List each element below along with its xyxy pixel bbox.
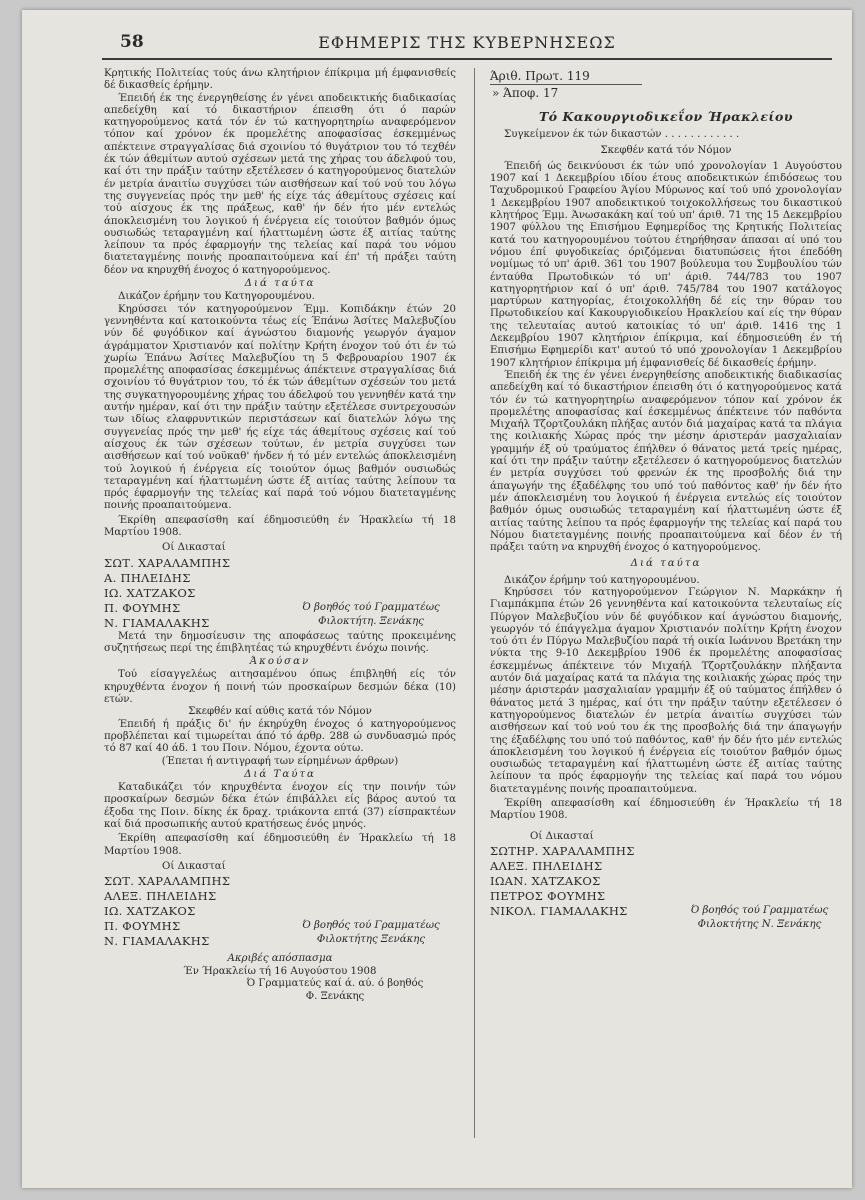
right-secretary xyxy=(677,904,842,932)
judge-name: Ν. ΓΙΑΜΑΛΑΚΗΣ xyxy=(104,934,210,949)
secretary-title: Ό βοηθός τού Γραμματέως xyxy=(302,920,440,932)
judge-name: Π. ΦΟΥΜΗΣ xyxy=(104,919,181,934)
left-line-2: Σκεφθέν καί αύθις κατά τόν Νόμον xyxy=(188,706,372,718)
right-heading-dia-tauta: Διά ταύτα xyxy=(630,558,702,570)
left-heading-dia-tauta: Διά ταύτα xyxy=(244,278,316,290)
left-line-1: Δικάζον έρήμην του Κατηγορουμένου. xyxy=(118,291,315,303)
left-date-2: Έκρίθη απεφασίσθη καί έδημοσιεύθη έν Ήρακλείω τή 18 Μαρτίου 1908. xyxy=(104,833,456,857)
judge-name: ΑΛΕΞ. ΠΗΛΕΙΔΗΣ xyxy=(104,889,217,904)
judge-name: ΙΩΑΝ. ΧΑΤΖΑΚΟΣ xyxy=(490,873,601,888)
left-secretary-2 xyxy=(286,919,456,947)
secretary-name: Φιλοκτήτης Ν. Ξενάκης xyxy=(697,918,822,930)
judge-name: ΣΩΤ. ΧΑΡΑΛΑΜΠΗΣ xyxy=(104,555,231,570)
judge-name: ΙΩ. ΧΑΤΖΑΚΟΣ xyxy=(104,585,196,600)
judge-name: ΣΩΤ. ΧΑΡΑΛΑΜΠΗΣ xyxy=(104,874,231,889)
right-para-2: Έπειδή έκ της έν γένει ένεργηθείσης αποδεικτικής διαδικασίας απεδείχθη καί τό δικαστήριον έπεισθη ότι ό κατηγορούμενος κατά τόν έν τώ κατηγορητηρίω αναφερόμενον τόπον καί χρόνον έκ προμελέτης αποφασίσας καί έσκεμμένως άπέκτεινε τόν παθόντα Μιχαήλ Τζορτζουλάκη πλήξας αυτόν διά μαχαίρας κατά τα πλάγια της κοιλιακής Χώρας πρός την μέσην άριστεράν μασχαλιαίαν γραμμήν έξ ού τραύματος έπήλθεν ό θάνατος μετά τρείς ημέρας, καί ότι την πράξιν ταύτην εξετέλεσεν ό κατηγορούμενος διατελών έν μετρία συγχύσει τού φρενών έκ της προσβολής διά την άπαγωγήν της έξαδέλφης του υπό τού παθόντος καθ' ήν δέν ήτο μέν άποκλεισμένη του λογικού ή ένέργεια εντελώς είς τοιούτον βαθμόν όμως ουσιωδώς τεταραγμένη καί ήλαττωμένη ώστε έξ αιτίας ταύτης λείπου τα πρός έφαρμογήν της τελείας καί παρά του Νόμου διατεταγμένης ποινής προαπαιτούμενα καί δέον έν τή πράξει ταύτη να κηρυχθή ένοχος ό κατηγορούμενος. xyxy=(490,369,842,554)
signoff-line: Έν Ήρακλείω τή 16 Αυγούστου 1908 xyxy=(183,965,377,977)
left-date-1: Έκρίθη απεφασίσθη καί έδημοσιεύθη έν Ήρακλείω τή 18 Μαρτίου 1908. xyxy=(104,514,456,538)
left-judges-block-2 xyxy=(104,874,456,949)
court-title: Τό Κακουργιοδικεΐον Ήρακλείου xyxy=(539,109,793,124)
newspaper-page xyxy=(22,10,852,1188)
left-para-4: Τού είσαγγελέως αιτησαμένου όπως έπιβληθή είς τόν κηρυχθέντα ένοχον ή ποινή τών προσκαίρων δεσμών δέκα (10) ετών. xyxy=(104,669,456,706)
journal-title: ΕΦΗΜΕΡΙΣ ΤΗΣ ΚΥΒΕΡΝΗΣΕΩΣ xyxy=(318,33,616,52)
judge-name: ΑΛΕΞ. ΠΗΛΕΙΔΗΣ xyxy=(490,858,603,873)
decision-number: » Άποφ. 17 xyxy=(490,84,642,101)
left-para-5: Έπειδή ή πράξις δι' ήν έκηρύχθη ένοχος ό κατηγορούμενος προβλέπεται καί τιμωρείται άπό τό άρθρ. 288 ώ συνδυασμώ πρός τό 87 καί 40 άδ. 1 του Ποιν. Νόμου, έχοντα ούτω. xyxy=(104,718,456,755)
right-para-1: Έπειδή ώς δεικνύουσι έκ τών υπό χρονολογίαν 1 Αυγούστου 1907 καί 1 Δεκεμβρίου ιδίου έτους αποδεικτικών έπιδόσεως του Ταχυδρομικού Γραφείου Άγίου Μύρωνος καί τού υπό χρονολογίαν 1 Δεκεμβρίου 1907 αποδεικτικού τοιχοκολλήσεως του δικαστικού κλητήρος Έμμ. Άνωσακάκη καί τού υπ' άριθ. 71 της 15 Δεκεμβρίου 1907 φύλλου της Επισήμου Εφημερίδος της Κρητικής Πολιτείας κατά του κατηγορουμένου τούτου έτηρήθησαν άπασαι αί υπό του νόμου έπί φυγοδικείας όριζόμεναι διατυπώσεις ήτοι έπεδόθη νομίμως τό υπ' άριθ. 361 του 1907 βούλευμα του Συμβουλίου τών ένταύθα Πρωτοδικών τό υπ' άριθ. 744/783 του 1907 κατηγορητήριον καί ό υπ' άριθ. 745/784 του 1907 κατάλογος μαρτύρων κατηγορίας, έτοιχοκολλήθη δέ είς την θύραν του Πρωτοδικείου καί Κακουργιοδικείου Ηρακλείου καί είς την θύραν της τελευταίας αυτού κατοικίας τό υπ' άριθ. 1416 της 1 Δεκεμβρίου 1907 κλητήριον έπίκριμα, καί έδημοσιεύθη έν τή Επισήμω Εφημερίδι κατ' αυτού τό υπό χρονολογίαν 1 Δεκεμβρίου 1907 κλητήριον έπίκριμα μή έμφανισθείς δέ δικασθείς έρήμην. xyxy=(490,160,842,369)
right-date: Έκρίθη απεφασίσθη καί έδημοσιεύθη έν Ήρακλείω τή 18 Μαρτίου 1908. xyxy=(490,798,842,822)
left-heading-dia-tauta-2: Διά Ταύτα xyxy=(244,768,316,780)
right-composed: Συγκείμενον έκ τών δικαστών . . . . . . . . . . . . xyxy=(504,129,740,141)
left-para-3: Μετά την δημοσίευσιν της αποφάσεως ταύτης προκειμένης συζητήσεως περί της έπιβλητέας τώ κηρυχθέντι ένόχω ποινής. xyxy=(104,630,456,654)
left-judges-heading-2: Οί Δικασταί xyxy=(162,860,226,872)
left-signoff xyxy=(104,953,456,1003)
column-divider xyxy=(474,68,475,1138)
secretary-title: Ό βοηθός τού Γραμματέως xyxy=(302,601,440,613)
judge-name: ΣΩΤΗΡ. ΧΑΡΑΛΑΜΠΗΣ xyxy=(490,843,635,858)
left-para-1: Έπειδή έκ της ένεργηθείσης έν γένει αποδεικτικής διαδικασίας απεδείχθη καί τό δικαστήριον έπεισθη ότι ό παρών κατηγορούμενος κατά τόν έν τώ κατηγορητηρίω αναφερόμενον τόπον καί χρόνον έκ προμελέτης αποφασίσας έσκεμμένως απέκτεινε στραγγαλίσας διά σχοινίου τό θυγάτριον του τό τεχθέν έκ τών άθεμίτων αυτού σχέσεων μετά της χήρας του άδελφού του, καί ότι την πράξιν ταύτην εξετέλεσεν ό κατηγορούμενος διατελών έν μετρία άναιτίω συγχύσει τών αισθήσεων καί τού νού του λόγω της συγγενείας πρός την μεθ' ής είχε τάς άθεμίτους σχέσεις καί τού αίσχους έκ της πράξεως, καθ' ήν δέν ήτο μέν εντελώς άποκλεισμένη του λογικού ή ένέργεια είς τοιούτον βαθμόν όμως ουσιωδώς τεταραγμένη καί ήλαττωμένη ώστε έξ αιτίας ταύτης λείπουν τα πρός έφαρμογήν της τελείας καί παρά του νόμου διατεταγμένης ποινής προαπαιτούμενα καί έπ' τή πράξει ταύτη δέον να κηρυχθή ένοχος ό κατηγορούμενος. xyxy=(104,92,456,276)
left-intro: Κρητικής Πολιτείας τούς άνω κλητήριον έπίκριμα μή έμφανισθείς δέ δικασθείς έρήμην. xyxy=(104,68,456,92)
right-judges-heading: Οί Δικασταί xyxy=(530,830,594,842)
left-secretary-1 xyxy=(286,601,456,629)
right-line-1: Δικάζον έρήμην τού κατηγορουμένου. xyxy=(504,574,700,586)
signoff-line: Φ. Ξενάκης xyxy=(305,991,365,1002)
page-header xyxy=(102,32,832,60)
signoff-line: Ό Γραμματεύς καί ά. αύ. ό βοηθός xyxy=(246,978,424,990)
left-judges-block-1 xyxy=(104,556,456,631)
judge-name: Ν. ΓΙΑΜΑΛΑΚΗΣ xyxy=(104,615,210,630)
judge-name: ΠΕΤΡΟΣ ΦΟΥΜΗΣ xyxy=(490,888,606,903)
right-para-3: Κηρύσσει τόν κατηγορούμενον Γεώργιον Ν. Μαρκάκην ή Γιαμπάκμπα έτών 26 γεννηθέντα καί κατοικούντα τελευταίως είς Πύργον Μαλεβυζίου νύν δέ φυγόδικον καί άγνώστου διαμονής, γεωργόν τό έπάγγελμα άγαμον Χριστιανόν πολίτην Κρήτη ένοχον τού ότι έν Πύργω Μαλεβυζίου παρά τή οικία Ιωάννου Βρετάκη την νύκτα της 9-10 Δεκεμβρίου 1906 έκ προμελέτης αποφασίσας έσκεμμένως άπέκτεινε τόν Μιχαήλ Τζορτζουλάκην πλήξαντα αυτόν διά μαχαίρας κατά τα πλάγια της κοιλιακής χώρας πρός την μέσην άριστεράν μασχαλιαίαν γραμμήν έξ ού ταύματος έπήλθεν ό θάνατος μετά 3 ημέρας, καί ότι την πράξιν ταύτην εξετέλεσεν ό κατηγορούμενος διατελών έν μετρία άναιτίω συγχύσει τών αισθήσεων καί τού νού του έκ της προσβολής διά την άπαγωγήν της έξαδέλφης του υπό τού παθόντος, καθ' ήν δέν ήτο μέν εντελώς άποκλεισμένη του λογικού ή ένέργεια είς τοιούτον βαθμόν όμως ουσιωδώς τεταραγμένη καί ήλαττωμένη ώστε έξ αιτίας ταύτης λείπουν τα πρός έφαρμογήν της τελείας καί παρά του νόμου διατεταγμένης ποινής προαπαιτούμενα. xyxy=(490,586,842,795)
signoff-line: Ακριβές απόσπασμα xyxy=(227,953,333,965)
secretary-name: Φιλοκτήτης Ξενάκης xyxy=(316,934,426,946)
left-column xyxy=(104,68,456,1004)
decision-references xyxy=(490,68,842,101)
right-considered: Σκεφθέν κατά τόν Νόμον xyxy=(600,144,732,156)
judge-name: ΙΩ. ΧΑΤΖΑΚΟΣ xyxy=(104,904,196,919)
protocol-number: Άριθ. Πρωτ. 119 xyxy=(490,69,590,83)
page-number: 58 xyxy=(120,32,144,52)
left-para-6: Καταδικάζει τόν κηρυχθέντα ένοχον είς την ποινήν τών προσκαίρων δεσμών δέκα έτών έπιβάλλει είς βάρος αυτού τα έξοδα της Ποιν. δίκης έκ δραχ. τριάκοντα επτά (37) είσπρακτέων καί διά προσωπικής αυτού κρατήσεως ένός μηνός. xyxy=(104,782,456,831)
left-para-2: Κηρύσσει τόν κατηγορούμενον Έμμ. Κοπιδάκην έτών 20 γεννηθέντα καί κατοικούντα τέως είς Έπάνω Άσίτες Μαλεβυζίου νύν δέ φυγόδικον καί άγνώστου διαμονής γεωργόν άγαμον άγράμματον Χριστιανόν καί πολίτην Κρήτη ένοχον τού ότι έν τώ χωρίω Έπάνω Άσίτες Μαλεβυζίου τη 5 Φεβρουαρίου 1907 έκ προμελέτης αποφασίσας έσκεμμένως άπέκτεινε στραγγαλίσας διά σχοινίου τό θυγάτριον του, τό έκ τών άθεμίτων σχέσεών του μετά της συγκατηγορουμένης χήρας του άδελφού του γεννηθέν κατά την αυτήν ημέραν, καί ότι την πράξιν ταύτην εξετέλεσε συντρεχουσών των ιδίως ελαφρυντικών περιστάσεων καί διατελών λόγω της συγγενείας πρός την μεθ' ής είχε τάς άθεμίτους σχέσεις καί τού αίσχους έκ τών σχέσεων τούτων, έν μετρία συγχύσει των αισθήσεων καί τού νοϋκαθ' ήνδεν ή τό μέν εντελώς άποκλεισμένη τού λογικού ή ένέργεια είς τοιούτον όμως βαθμόν ουσιωδώς τεταραγμένη καί ήλαττωμένη ώστε έξ αιτίας ταύτης λείπουν τα πρός έφαρμογήν της τελείας καί παρά τού νόμου διατεταγμένης ποινής προαπαιτούμενα. xyxy=(104,303,456,512)
left-heading-akousan: Άκούσαν xyxy=(249,656,311,668)
right-judges-block xyxy=(490,843,842,930)
left-line-3: (Έπεται ή αντιγραφή των είρημένων άρθρων) xyxy=(161,755,399,767)
right-column xyxy=(490,68,842,930)
judge-name: Π. ΦΟΥΜΗΣ xyxy=(104,600,181,615)
judge-name: Α. ΠΗΛΕΙΔΗΣ xyxy=(104,570,191,585)
left-judges-heading-1: Οί Δικασταί xyxy=(162,542,226,554)
secretary-title: Ό βοηθός τού Γραμματέως xyxy=(690,904,829,916)
judge-name: ΝΙΚΟΛ. ΓΙΑΜΑΛΑΚΗΣ xyxy=(490,903,628,918)
secretary-name: Φιλοκτήτη. Ξενάκης xyxy=(318,615,424,627)
